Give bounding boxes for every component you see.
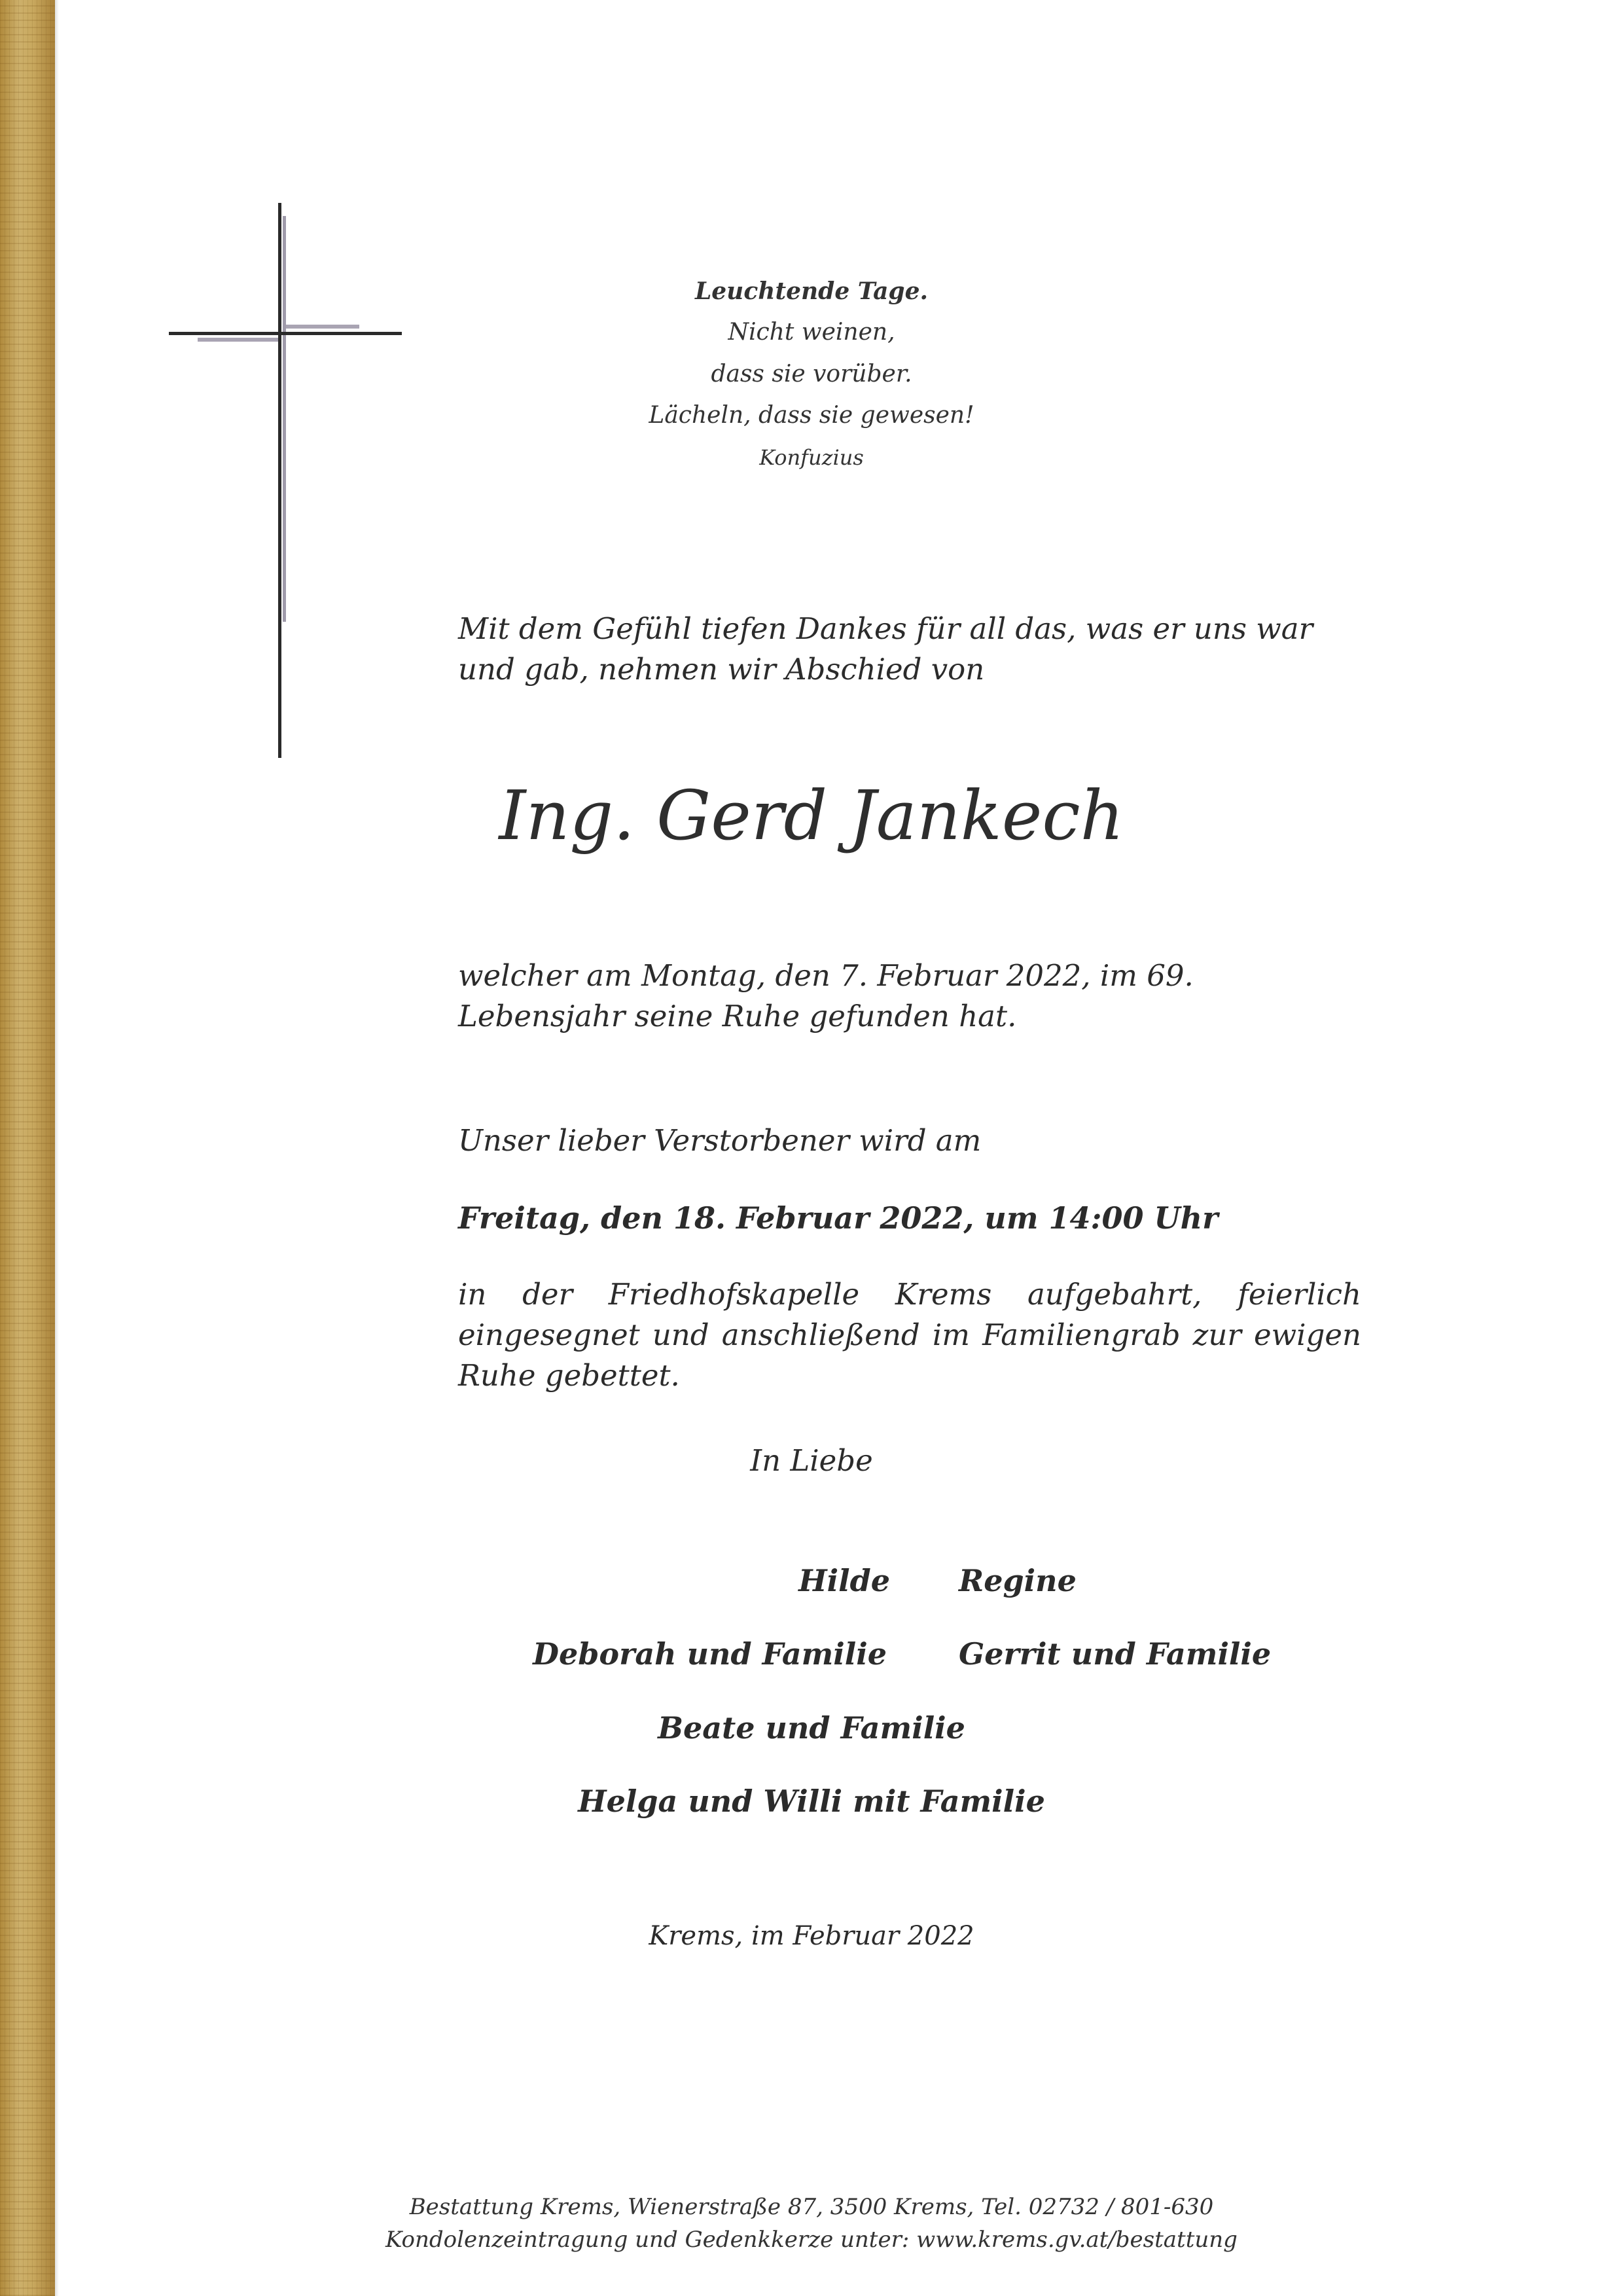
quote-title: Leuchtende Tage. <box>694 278 929 305</box>
mourners-heading: In Liebe <box>750 1443 873 1478</box>
mourner-name: Deborah und Familie <box>533 1636 887 1672</box>
mourner-name: Hilde <box>798 1563 890 1598</box>
death-text: welcher am Montag, den 7. Februar 2022, im 69. Lebensjahr seine Ruhe gefunden hat. <box>458 958 1194 1033</box>
footer-condolence: Kondolenzeintragung und Gedenkkerze unter: www.krems.gv.at/bestattung <box>385 2227 1238 2253</box>
mourner-name: Helga und Willi mit Familie <box>578 1784 1045 1819</box>
quote-line: Nicht weinen, <box>728 319 895 346</box>
mourner-name: Gerrit und Familie <box>959 1636 1272 1672</box>
funeral-place: in der Friedhofskapelle Krems aufgebahrt, feierlich eingesegnet und anschließend im Familiengrab zur ewigen Ruhe gebettet. <box>458 1277 1361 1393</box>
intro-text: Mit dem Gefühl tiefen Dankes für all das, was er uns war und gab, nehmen wir Abschied von <box>458 611 1313 687</box>
quote-line: dass sie vorüber. <box>711 361 912 387</box>
funeral-date: Freitag, den 18. Februar 2022, um 14:00 Uhr <box>458 1200 1219 1236</box>
deceased-name: Ing. Gerd Jankech <box>499 776 1124 855</box>
funeral-lead: Unser lieber Verstorbener wird am <box>458 1123 982 1158</box>
quote-line: Lächeln, dass sie gewesen! <box>649 402 974 429</box>
mourner-name: Regine <box>959 1563 1077 1598</box>
footer-address: Bestattung Krems, Wienerstraße 87, 3500 Krems, Tel. 02732 / 801-630 <box>409 2194 1214 2220</box>
mourner-name: Beate und Familie <box>658 1710 965 1746</box>
quote-author: Konfuzius <box>759 445 864 470</box>
closing-place-date: Krems, im Februar 2022 <box>649 1921 974 1951</box>
